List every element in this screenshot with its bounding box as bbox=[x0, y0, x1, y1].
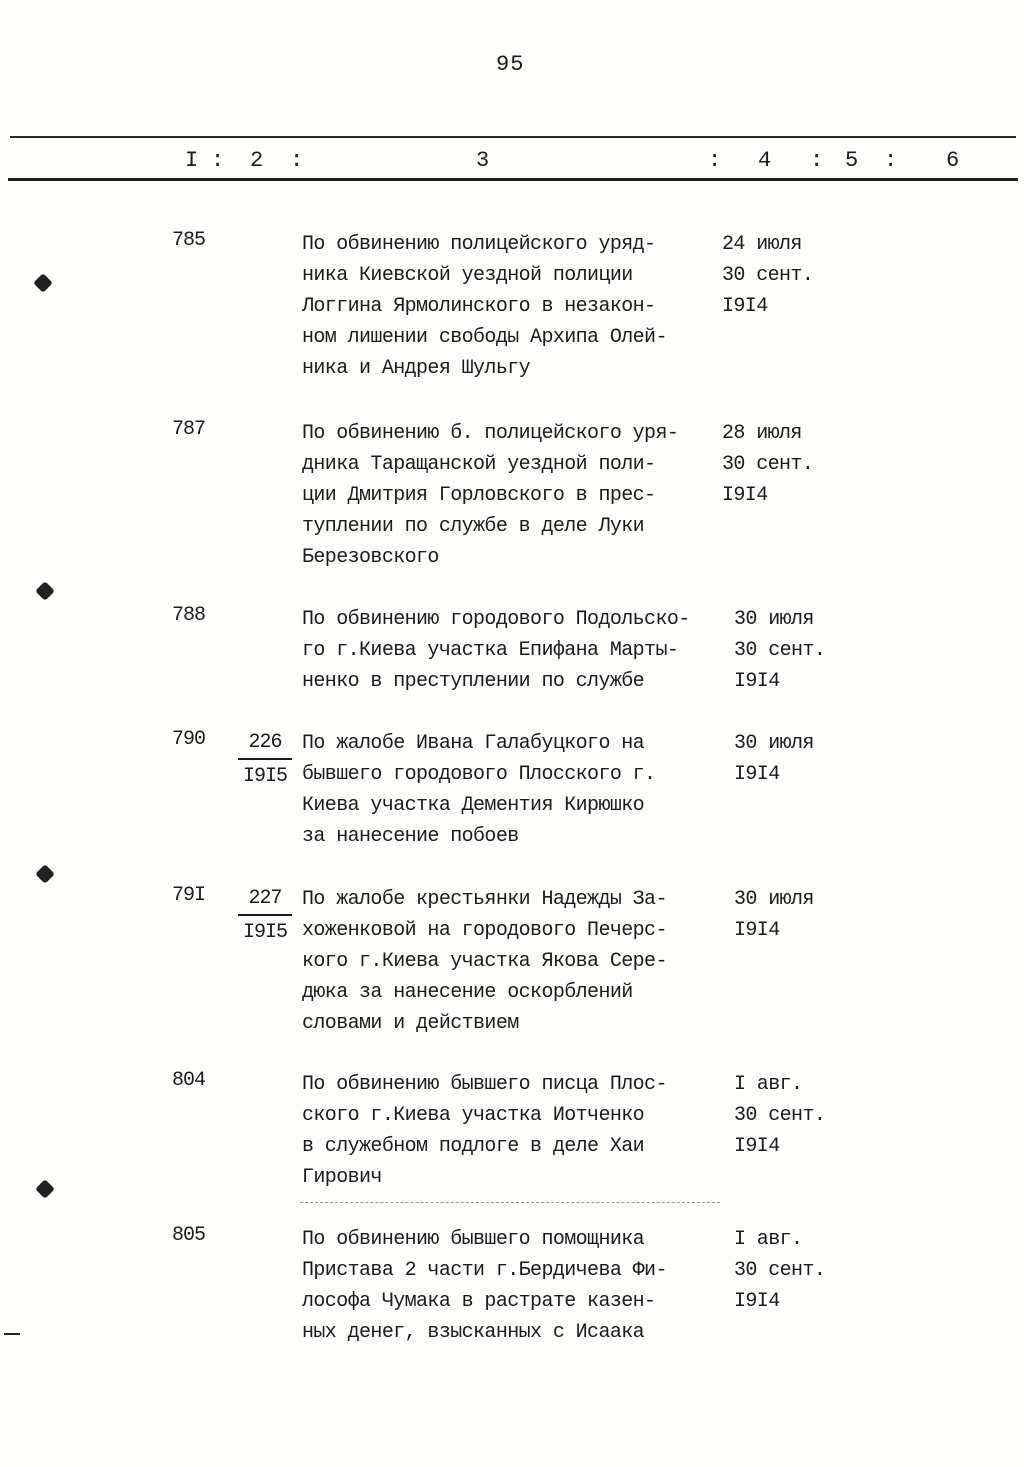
date-start: 30 июля bbox=[734, 608, 814, 631]
record-dates bbox=[722, 418, 862, 511]
description-line: за нанесение побоев bbox=[302, 825, 519, 848]
record-dates bbox=[734, 1224, 874, 1317]
description-line: дника Таращанской уездной поли- bbox=[302, 453, 656, 476]
reference-number: 227 bbox=[238, 884, 292, 916]
record-description bbox=[302, 884, 722, 1039]
stray-mark bbox=[4, 1333, 20, 1335]
description-line: ника и Андрея Шульгу bbox=[302, 357, 531, 380]
column-separator: : bbox=[708, 148, 722, 173]
description-line: кого г.Киева участка Якова Сере- bbox=[302, 950, 667, 973]
column-separator: : bbox=[290, 148, 304, 173]
date-year: I9I4 bbox=[734, 1135, 780, 1158]
description-line: бывшего городового Плосского г. bbox=[302, 763, 656, 786]
description-line: Логгина Ярмолинского в незакон- bbox=[302, 295, 656, 318]
record-number: 787 bbox=[172, 418, 206, 441]
record-dates bbox=[734, 884, 874, 946]
date-start: 30 июля bbox=[734, 888, 814, 911]
description-line: в служебном подлоге в деле Хаи bbox=[302, 1135, 645, 1158]
column-header-2: 2 bbox=[250, 148, 264, 173]
column-separator: : bbox=[810, 148, 824, 173]
record-description bbox=[302, 604, 722, 697]
date-start: 24 июля bbox=[722, 233, 802, 256]
faint-dotted-line bbox=[300, 1202, 720, 1203]
date-end: 30 сент. bbox=[722, 264, 814, 287]
description-line: туплении по службе в деле Луки bbox=[302, 515, 645, 538]
reference-number: 226 bbox=[238, 728, 292, 760]
binding-hole-mark bbox=[35, 1179, 55, 1199]
record-number: 790 bbox=[172, 728, 206, 751]
description-line: ных денег, взысканных с Исаака bbox=[302, 1321, 645, 1344]
record-dates bbox=[734, 1069, 874, 1162]
description-line: хоженковой на городового Печерс- bbox=[302, 919, 667, 942]
header-rule-top bbox=[10, 136, 1016, 138]
date-year: I9I4 bbox=[722, 484, 768, 507]
column-header-3: 3 bbox=[476, 148, 490, 173]
reference-year: I9I5 bbox=[242, 921, 287, 944]
record-number: 804 bbox=[172, 1069, 206, 1092]
column-header-6: 6 bbox=[946, 148, 960, 173]
record-description bbox=[302, 1069, 722, 1193]
date-year: I9I4 bbox=[734, 1290, 780, 1313]
description-line: ского г.Киева участка Иотченко bbox=[302, 1104, 645, 1127]
record-number: 79I bbox=[172, 884, 206, 907]
record-number: 805 bbox=[172, 1224, 206, 1247]
column-header-1: I bbox=[185, 148, 199, 173]
record-dates bbox=[734, 604, 874, 697]
column-separator: : bbox=[884, 148, 898, 173]
description-line: лософа Чумака в растрате казен- bbox=[302, 1290, 656, 1313]
record-dates bbox=[722, 229, 862, 322]
description-line: По обвинению бывшего писца Плос- bbox=[302, 1073, 667, 1096]
description-line: По обвинению бывшего помощника bbox=[302, 1228, 645, 1251]
date-start: 28 июля bbox=[722, 422, 802, 445]
description-line: ном лишении свободы Архипа Олей- bbox=[302, 326, 667, 349]
record-number: 788 bbox=[172, 604, 206, 627]
description-line: Березовского bbox=[302, 546, 439, 569]
record-description bbox=[302, 1224, 722, 1348]
record-reference bbox=[238, 728, 292, 790]
date-end: 30 сент. bbox=[734, 1104, 826, 1127]
description-line: По жалобе Ивана Галабуцкого на bbox=[302, 732, 645, 755]
date-end: 30 сент. bbox=[722, 453, 814, 476]
description-line: словами и действием bbox=[302, 1012, 519, 1035]
binding-hole-mark bbox=[33, 273, 53, 293]
date-start: I авг. bbox=[734, 1228, 803, 1251]
description-line: го г.Киева участка Епифана Марты- bbox=[302, 639, 679, 662]
description-line: По обвинению городового Подольско- bbox=[302, 608, 690, 631]
date-year: I9I4 bbox=[734, 919, 780, 942]
description-line: ненко в преступлении по службе bbox=[302, 670, 645, 693]
description-line: По жалобе крестьянки Надежды За- bbox=[302, 888, 667, 911]
page-number: 95 bbox=[496, 52, 525, 77]
binding-hole-mark bbox=[35, 864, 55, 884]
date-start: I авг. bbox=[734, 1073, 803, 1096]
date-end: 30 сент. bbox=[734, 639, 826, 662]
description-line: ции Дмитрия Горловского в прес- bbox=[302, 484, 656, 507]
column-header-5: 5 bbox=[845, 148, 859, 173]
record-description bbox=[302, 418, 722, 573]
date-start: 30 июля bbox=[734, 732, 814, 755]
description-line: По обвинению полицейского уряд- bbox=[302, 233, 656, 256]
description-line: По обвинению б. полицейского уря- bbox=[302, 422, 679, 445]
record-reference bbox=[238, 884, 292, 946]
description-line: дюка за нанесение оскорблений bbox=[302, 981, 633, 1004]
description-line: Киева участка Дементия Кирюшко bbox=[302, 794, 645, 817]
reference-year: I9I5 bbox=[242, 765, 287, 788]
date-year: I9I4 bbox=[734, 670, 780, 693]
binding-hole-mark bbox=[35, 581, 55, 601]
record-dates bbox=[734, 728, 874, 790]
description-line: Пристава 2 части г.Бердичева Фи- bbox=[302, 1259, 667, 1282]
description-line: ника Киевской уездной полиции bbox=[302, 264, 633, 287]
record-number: 785 bbox=[172, 229, 206, 252]
record-description bbox=[302, 728, 722, 852]
record-description bbox=[302, 229, 722, 384]
description-line: Гирович bbox=[302, 1166, 382, 1189]
column-header-4: 4 bbox=[758, 148, 772, 173]
header-rule-bottom bbox=[8, 178, 1018, 181]
date-year: I9I4 bbox=[734, 763, 780, 786]
date-year: I9I4 bbox=[722, 295, 768, 318]
column-separator: : bbox=[211, 148, 225, 173]
date-end: 30 сент. bbox=[734, 1259, 826, 1282]
